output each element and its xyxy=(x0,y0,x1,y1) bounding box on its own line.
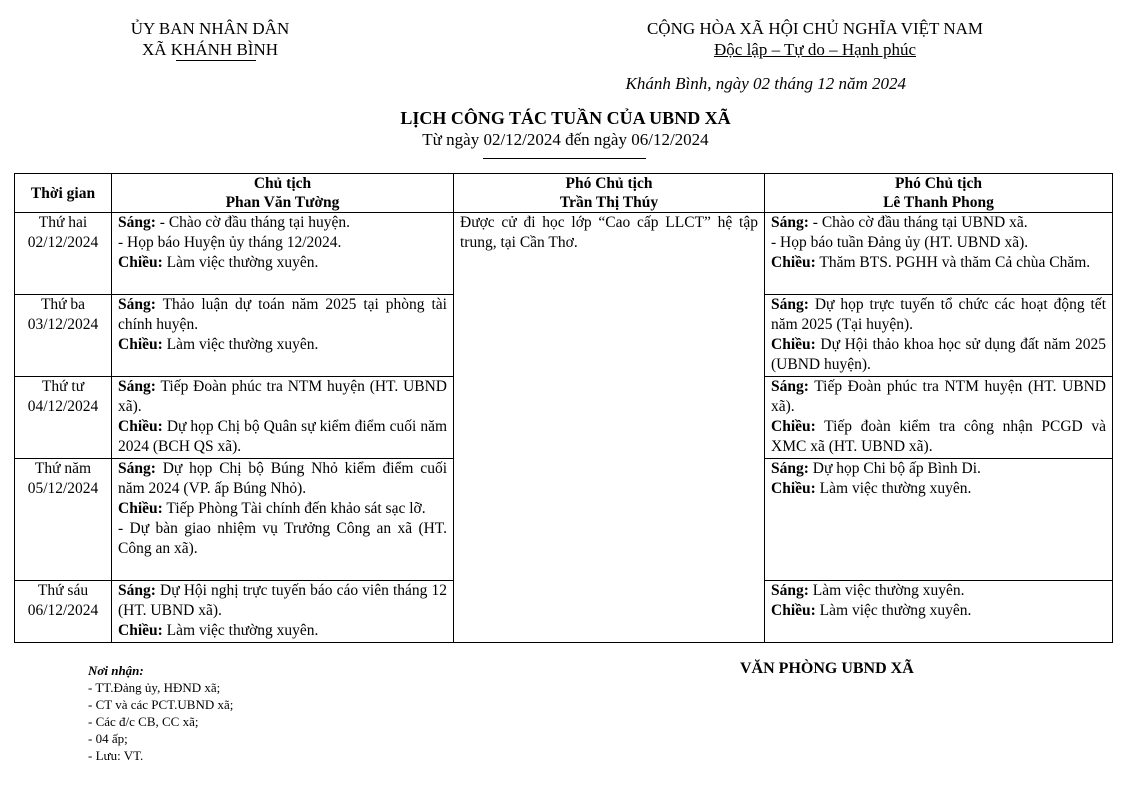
recipient-item: - TT.Đảng ủy, HĐND xã; xyxy=(88,680,221,695)
day-cell: Thứ năm 05/12/2024 xyxy=(15,459,112,581)
document-title: LỊCH CÔNG TÁC TUẦN CỦA UBND XÃ xyxy=(400,108,731,128)
day-cell: Thứ ba 03/12/2024 xyxy=(15,295,112,377)
vice-chairman-2-cell: Sáng: - Chào cờ đầu tháng tại UBND xã. - Họp báo tuần Đảng ủy (HT. UBND xã). Chiều: Thăm BTS. PGHH và thăm Cả chùa Chăm. xyxy=(765,213,1113,295)
schedule-table xyxy=(14,173,1113,643)
recipients-heading: Nơi nhận: xyxy=(88,663,144,678)
vice-chairman-2-cell: Sáng: Dự họp trực tuyến tổ chức các hoạt động tết năm 2025 (Tại huyện). Chiều: Dự Hội thảo khoa học sử dụng đất năm 2025 (UBND huyện). xyxy=(765,295,1113,377)
recipient-item: - Các đ/c CB, CC xã; xyxy=(88,714,199,729)
recipient-item: - 04 ấp; xyxy=(88,731,128,746)
chairman-cell: Sáng: Tiếp Đoàn phúc tra NTM huyện (HT. UBND xã). Chiều: Dự họp Chị bộ Quân sự kiểm điểm cuối năm 2024 (BCH QS xã). xyxy=(112,377,454,459)
header-chairman: Chủ tịch Phan Văn Tường xyxy=(112,174,454,213)
recipients-block xyxy=(88,662,233,764)
nation-line-1: CỘNG HÒA XÃ HỘI CHỦ NGHĨA VIỆT NAM xyxy=(646,19,984,38)
authority-underline xyxy=(176,60,256,61)
day-cell: Thứ tư 04/12/2024 xyxy=(15,377,112,459)
document-subtitle: Từ ngày 02/12/2024 đến ngày 06/12/2024 xyxy=(422,130,709,149)
header-vice-chairman-2: Phó Chủ tịch Lê Thanh Phong xyxy=(765,174,1113,213)
chairman-cell: Sáng: Dự họp Chị bộ Búng Nhỏ kiểm điểm cuối năm 2024 (VP. ấp Búng Nhỏ). Chiều: Tiếp Phòng Tài chính đến khảo sát sạc lỡ. - Dự bàn giao nhiệm vụ Trưởng Công an xã (HT. Công an xã). xyxy=(112,459,454,581)
day-cell: Thứ sáu 06/12/2024 xyxy=(15,581,112,643)
title-rule xyxy=(483,158,646,159)
authority-line-1: ỦY BAN NHÂN DÂN xyxy=(130,19,290,38)
table-header-row xyxy=(15,174,1113,213)
issuing-authority xyxy=(60,18,360,60)
signing-office: VĂN PHÒNG UBND XÃ xyxy=(740,660,914,677)
vice-chairman-2-cell: Sáng: Làm việc thường xuyên. Chiều: Làm việc thường xuyên. xyxy=(765,581,1113,643)
chairman-cell: Sáng: - Chào cờ đầu tháng tại huyện. - Họp báo Huyện ủy tháng 12/2024. Chiều: Làm việc thường xuyên. xyxy=(112,213,454,295)
header-vice-chairman-1: Phó Chủ tịch Trần Thị Thúy xyxy=(454,174,765,213)
chairman-cell: Sáng: Thảo luận dự toán năm 2025 tại phòng tài chính huyện. Chiều: Làm việc thường xuyên. xyxy=(112,295,454,377)
vice-chairman-2-cell: Sáng: Dự họp Chi bộ ấp Bình Di. Chiều: Làm việc thường xuyên. xyxy=(765,459,1113,581)
national-motto xyxy=(530,18,1100,60)
chairman-cell: Sáng: Dự Hội nghị trực tuyến báo cáo viên tháng 12 (HT. UBND xã). Chiều: Làm việc thường xuyên. xyxy=(112,581,454,643)
day-cell: Thứ hai 02/12/2024 xyxy=(15,213,112,295)
authority-line-2: XÃ KHÁNH BÌNH xyxy=(142,40,278,59)
place-date: Khánh Bình, ngày 02 tháng 12 năm 2024 xyxy=(625,74,906,93)
header-time: Thời gian xyxy=(15,174,112,213)
recipient-item: - Lưu: VT. xyxy=(88,748,144,763)
table-row xyxy=(15,213,1113,295)
vice-chairman-2-cell: Sáng: Tiếp Đoàn phúc tra NTM huyện (HT. UBND xã). Chiều: Tiếp đoàn kiểm tra công nhận PCGD và XMC xã (HT. UBND xã). xyxy=(765,377,1113,459)
vice-chairman-1-cell: Được cử đi học lớp “Cao cấp LLCT” hệ tập trung, tại Cần Thơ. xyxy=(454,213,765,643)
nation-line-2: Độc lập – Tự do – Hạnh phúc xyxy=(714,40,916,59)
recipient-item: - CT và các PCT.UBND xã; xyxy=(88,697,234,712)
